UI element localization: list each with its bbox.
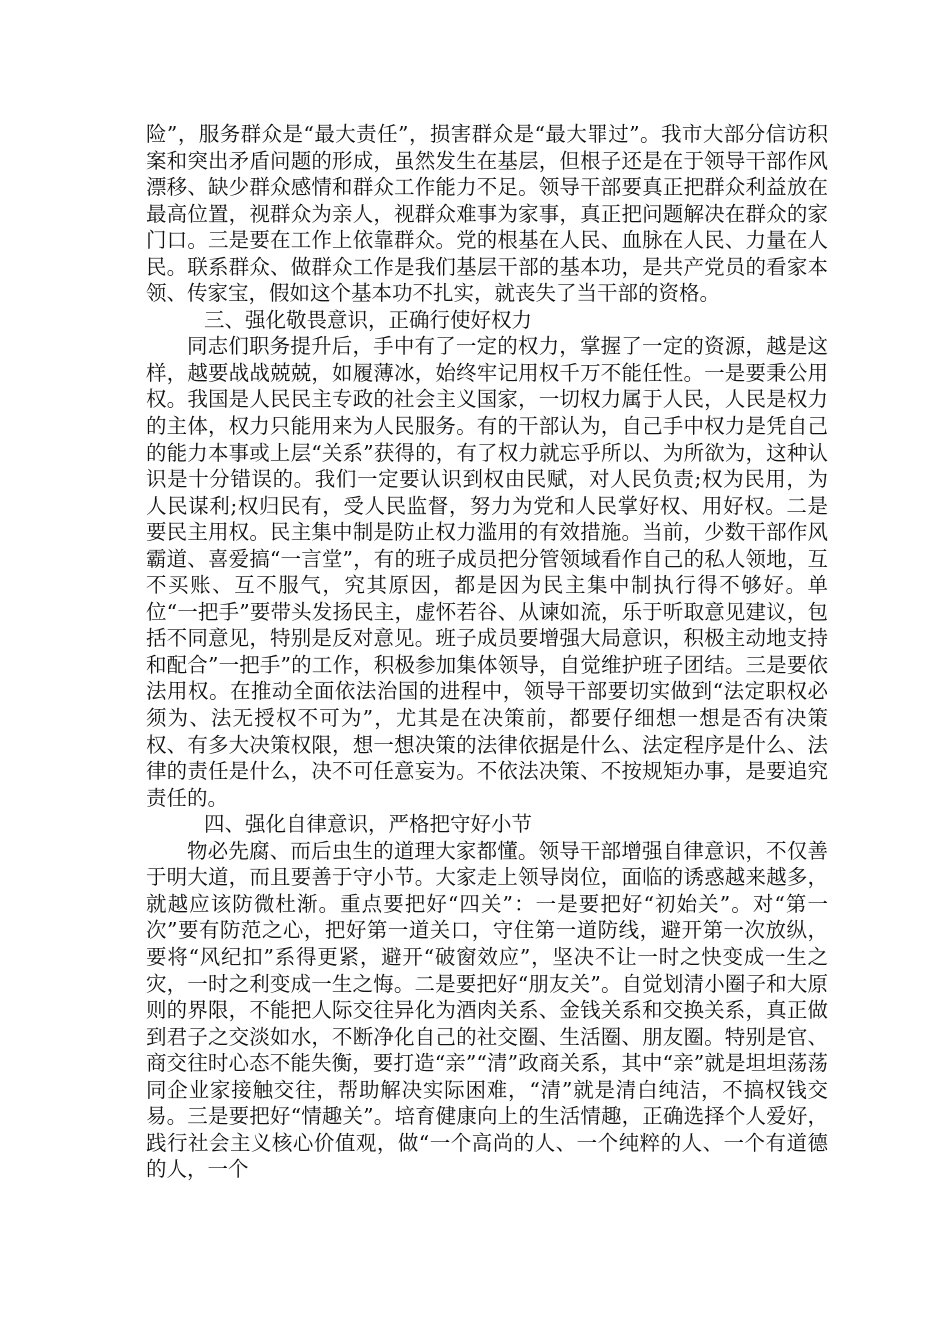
document-body	[146, 121, 828, 1183]
section-heading-3: 三、强化敬畏意识，正确行使好权力	[204, 307, 532, 332]
body-paragraph-2: 同志们职务提升后，手中有了一定的权力，掌握了一定的资源，越是这样，越要战战兢兢，如履薄冰，始终牢记用权千万不能任性。一是要秉公用权。我国是人民民主专政的社会主义国家，一切权力属于人民，人民是权力的主体，权力只能用来为人民服务。有的干部认为，自己手中权力是凭自己的能力本事或上层“关系”获得的，有了权力就忘乎所以、为所欲为，这种认识是十分错误的。我们一定要认识到权由民赋，对人民负责;权为民用，为人民谋利;权归民有，受人民监督，努力为党和人民掌好权、用好权。二是要民主用权。民主集中制是防止权力滥用的有效措施。当前，少数干部作风霸道、喜爱搞“一言堂”，有的班子成员把分管领域看作自己的私人领地，互不买账、互不服气，究其原因，都是因为民主集中制执行得不够好。单位“一把手”要带头发扬民主，虚怀若谷、从谏如流，乐于听取意见建议，包括不同意见，特别是反对意见。班子成员要增强大局意识，积极主动地支持和配合”一把手”的工作，积极参加集体领导，自觉维护班子团结。三是要依法用权。在推动全面依法治国的进程中，领导干部要切实做到“法定职权必须为、法无授权不可为”，尤其是在决策前，都要仔细想一想是否有决策权、有多大决策权限，想一想决策的法律依据是什么、法定程序是什么、法律的责任是什么，决不可任意妄为。不依法决策、不按规矩办事，是要追究责任的。	[146, 334, 828, 810]
section-heading-4: 四、强化自律意识，严格把守好小节	[204, 812, 532, 837]
body-paragraph-3: 物必先腐、而后虫生的道理大家都懂。领导干部增强自律意识，不仅善于明大道，而且要善于守小节。大家走上领导岗位，面临的诱惑越来越多，就越应该防微杜渐。重点要把好“四关”：一是要把好“初始关”。对“第一次”要有防范之心，把好第一道关口，守住第一道防线，避开第一次放纵，要将“风纪扣”系得更紧，避开“破窗效应”，坚决不让一时之快变成一生之灾，一时之利变成一生之悔。二是要把好“朋友关”。自觉划清小圈子和大原则的界限，不能把人际交往异化为酒肉关系、金钱关系和交换关系，真正做到君子之交淡如水，不断净化自己的社交圈、生活圈、朋友圈。特别是官、商交往时心态不能失衡，要打造“亲”“清”政商关系，其中“亲”就是坦坦荡荡同企业家接触交往，帮助解决实际困难，“清”就是清白纯洁，不搞权钱交易。三是要把好“情趣关”。培育健康向上的生活情趣，正确选择个人爱好，践行社会主义核心价值观，做“一个高尚的人、一个纯粹的人、一个有道德的人，一个	[146, 838, 828, 1182]
body-paragraph-1: 险”，服务群众是“最大责任”，损害群众是“最大罪过”。我市大部分信访积案和突出矛盾问题的形成，虽然发生在基层，但根子还是在于领导干部作风漂移、缺少群众感情和群众工作能力不足。领导干部要真正把群众利益放在最高位置，视群众为亲人，视群众难事为家事，真正把问题解决在群众的家门口。三是要在工作上依靠群众。党的根基在人民、血脉在人民、力量在人民。联系群众、做群众工作是我们基层干部的基本功，是共产党员的看家本领、传家宝，假如这个基本功不扎实，就丧失了当干部的资格。	[146, 122, 828, 306]
